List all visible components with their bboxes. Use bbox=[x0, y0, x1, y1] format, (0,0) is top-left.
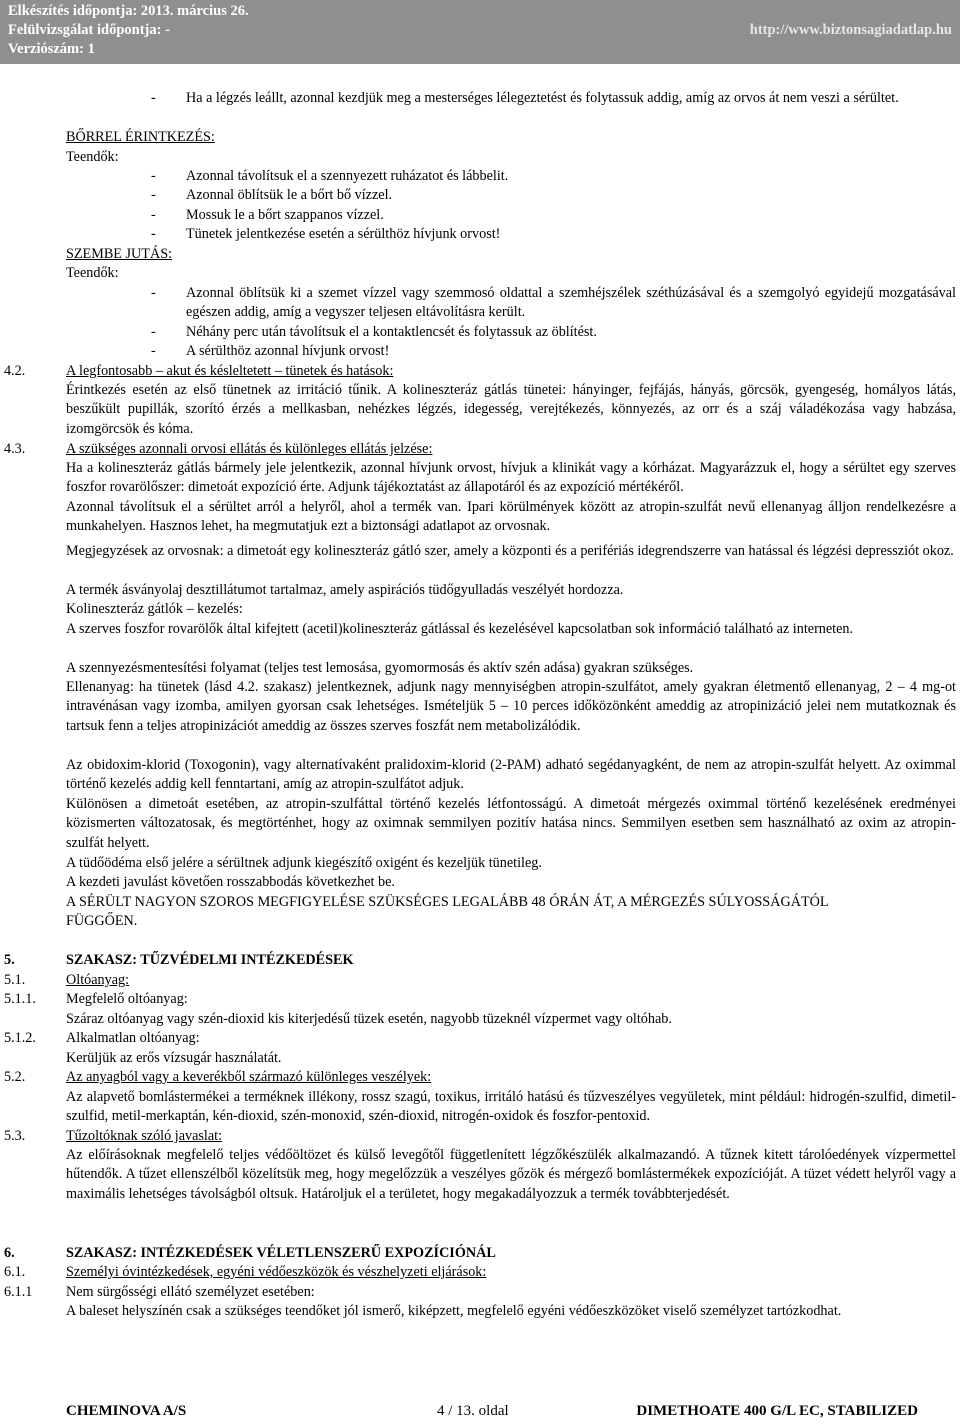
section-6-1-1-text: A baleset helyszínén csak a szükséges teendőket jól ismerő, kiképzett, megfelelő egyéni védőeszközöket viselő személyzet tartózkodhat. bbox=[66, 1303, 842, 1319]
medical-paragraph-7: A szennyezésmentesítési folyamat (teljes test lemosása, gyomormosás és aktív szén adása) gyakran szükséges. bbox=[66, 660, 694, 676]
section-number: 6.1. bbox=[4, 1264, 26, 1280]
section-4-2-title: A legfontosabb – akut és késleltetett – tünetek és hatások: bbox=[66, 363, 394, 379]
medical-paragraph-1: Ha a kolineszteráz gátlás bármely jele jelentkezik, azonnal hívjunk orvost, hívjuk a klinikát vagy a kórházat. Magyarázzuk el, hogy a sérültet egy szerves foszfor rovarölőszer: dimetoát expozíció érte. Adjunk tájékoztatást az állapotáról és az expozíció mértékéről. bbox=[66, 460, 956, 496]
medical-paragraph-3: Megjegyzések az orvosnak: a dimetoát egy kolineszteráz gátló szer, amely a központi és a perifériás idegrendszerre van hatással és légzési depressziót okoz. bbox=[66, 543, 954, 559]
version-number: Verziószám: 1 bbox=[8, 41, 95, 57]
medical-paragraph-4: A termék ásványolaj desztillátumot tartalmaz, amely aspirációs tüdőgyulladás veszélyét hordozza. bbox=[66, 582, 624, 598]
prepared-date: Elkészítés időpontja: 2013. március 26. bbox=[8, 3, 249, 19]
medical-paragraph-2: Azonnal távolítsuk el a sérültet arról a helyről, ahol a termék van. Ipari körülmények között az atropin-szulfát nevű ellenanyag álljon rendelkezésre a munkahelyen. Hasznos lehet, ha megmutatjuk ezt a biztonsági adatlapot az orvosnak. bbox=[66, 499, 956, 535]
section-number: 5.2. bbox=[4, 1069, 26, 1085]
oxime-paragraph: Az obidoxim-klorid (Toxogonin), vagy alternatívaként pralidoxim-klorid (2-PAM) adható segédanyagként, de nem az atropin-szulfát helyett. Az oximmal történő kezelés addig kell fenntartani, amíg az atropin-szulfátot adjuk. bbox=[66, 757, 956, 793]
skin-step-4: Tünetek jelentkezése esetén a sérülthöz hívjunk orvost! bbox=[186, 226, 501, 242]
section-6-title: SZAKASZ: INTÉZKEDÉSEK VÉLETLENSZERŰ EXPOZÍCIÓNÁL bbox=[66, 1245, 496, 1261]
section-number: 5.1. bbox=[4, 972, 26, 988]
section-5-3-title: Tűzoltóknak szóló javaslat: bbox=[66, 1128, 223, 1144]
breathing-instruction: Ha a légzés leállt, azonnal kezdjük meg a mesterséges lélegeztetést és folytassuk addig, amíg az orvos át nem veszi a sérültet. bbox=[186, 90, 899, 106]
section-number: 6. bbox=[4, 1245, 15, 1261]
skin-step-3: Mossuk le a bőrt szappanos vízzel. bbox=[186, 207, 384, 223]
footer-company: CHEMINOVA A/S bbox=[66, 1403, 187, 1419]
medical-paragraph-5: Kolineszteráz gátlók – kezelés: bbox=[66, 601, 243, 617]
skin-step-2: Azonnal öblítsük le a bőrt bő vízzel. bbox=[186, 187, 393, 203]
dash-marker: - bbox=[151, 207, 156, 223]
section-5-1-2-text: Kerüljük az erős vízsugár használatát. bbox=[66, 1050, 282, 1066]
todo-label: Teendők: bbox=[66, 265, 119, 281]
section-6-1-title: Személyi óvintézkedések, egyéni védőeszközök és vészhelyzeti eljárások: bbox=[66, 1264, 487, 1280]
symptoms-text: Érintkezés esetén az első tünetnek az irritáció tűnik. A kolineszteráz gátlás tünetei: hányinger, fejfájás, hányás, görcsök, gyengeség, homályos látás, beszűkült pupillák, szorító érzés a mellkasban, nehézkes légzés, idegesség, verejtékezés, könnyezés, az orr és a száj váladékozása vagy habzása, izomgörcsök és kóma. bbox=[66, 382, 956, 437]
section-5-2-text: Az alapvető bomlástermékei a terméknek illékony, rossz szagú, toxikus, irritáló hatású és tűzveszélyes vegyületek, mint például: hidrogén-szulfid, dimetil-szulfid, metil-merkaptán, kén-dioxid, szén-monoxid, szén-dioxid, nitrogén-oxidok és foszfor-pentoxid. bbox=[66, 1089, 956, 1125]
dash-marker: - bbox=[151, 324, 156, 340]
page-header bbox=[0, 0, 960, 64]
dash-marker: - bbox=[151, 343, 156, 359]
section-5-1-2-title: Alkalmatlan oltóanyag: bbox=[66, 1030, 200, 1046]
section-5-1-title: Oltóanyag: bbox=[66, 972, 130, 988]
page-number: 4 / 13. oldal bbox=[437, 1403, 509, 1419]
dash-marker: - bbox=[151, 90, 156, 106]
section-5-1-1-title: Megfelelő oltóanyag: bbox=[66, 991, 188, 1007]
dash-marker: - bbox=[151, 168, 156, 184]
section-number: 6.1.1 bbox=[4, 1284, 33, 1300]
dimethoate-paragraph: Különösen a dimetoát esetében, az atropin-szulfáttal történő kezelés létfontosságú. A dimetoát mérgezés oximmal történő kezelésének eredményei közismerten változatosak, és megtörténhet, hogy az oximnak semmilyen pozitív hatása nincs. Semmilyen esetben sem használható az oxim az atropin-szulfát helyett. bbox=[66, 796, 956, 851]
section-5-title: SZAKASZ: TŰZVÉDELMI INTÉZKEDÉSEK bbox=[66, 952, 354, 968]
eye-contact-heading: SZEMBE JUTÁS: bbox=[66, 246, 173, 262]
medical-paragraph-11: A tüdőödéma első jelére a sérültnek adjunk kiegészítő oxigént és kezeljük tünetileg. bbox=[66, 855, 542, 871]
website-link[interactable]: http://www.biztonsagiadatlap.hu bbox=[749, 22, 952, 38]
dash-marker: - bbox=[151, 187, 156, 203]
section-5-3-text: Az előírásoknak megfelelő teljes védőöltözet és külső levegőtől függetlenített légzőkészülék alkalmazandó. A tűznek kitett tárolóedények vízpermettel hűtendők. A tűzet ellenszélből közelítsük meg, hogy megelőzzük a veszélyes gőzök és mérgező bomlástermékek expozícióját. A tüzet védett helyről vagy a maximális lehetséges távolságból oltsuk. Határoljuk el a területet, hogy megakadályozzuk a termék továbbterjedését. bbox=[66, 1147, 956, 1202]
dash-marker: - bbox=[151, 226, 156, 242]
antidote-paragraph: Ellenanyag: ha tünetek (lásd 4.2. szakasz) jelentkeznek, adjunk nagy mennyiségben atropin-szulfátot, amely gyakran életmentő ellenanyag, 2 – 4 mg-ot intravénásan vagy izomba, amilyen gyorsan csak lehetséges. Ismételjük 5 – 10 perces időközönként ameddig az atropinizáció jelei nem mutatkoznak és tartsuk fenn a teljes atropinizációt ameddig az összes szerves foszfát nem metabolizálódik. bbox=[66, 679, 956, 734]
todo-label: Teendők: bbox=[66, 149, 119, 165]
revision-date: Felülvizsgálat időpontja: - bbox=[8, 22, 170, 38]
section-number: 5.1.2. bbox=[4, 1030, 36, 1046]
observation-warning: A SÉRÜLT NAGYON SZOROS MEGFIGYELÉSE SZÜKSÉGES LEGALÁBB 48 ÓRÁN ÁT, A MÉRGEZÉS SÚLYOSSÁGÁTÓL FÜGGŐEN. bbox=[66, 894, 828, 930]
section-number: 4.2. bbox=[4, 363, 26, 379]
eye-step-2: Néhány perc után távolítsuk el a kontaktlencsét és folytassuk az öblítést. bbox=[186, 324, 597, 340]
section-number: 5. bbox=[4, 952, 15, 968]
section-5-1-1-text: Száraz oltóanyag vagy szén-dioxid kis kiterjedésű tüzek esetén, nagyobb tüzeknél vízpermet vagy oltóhab. bbox=[66, 1011, 672, 1027]
dash-marker: - bbox=[151, 285, 156, 301]
section-number: 5.3. bbox=[4, 1128, 26, 1144]
skin-contact-heading: BŐRREL ÉRINTKEZÉS: bbox=[66, 129, 215, 145]
eye-step-1: Azonnal öblítsük ki a szemet vízzel vagy szemmosó oldattal a szemhéjszélek széthúzásával és a szemgolyó egyidejű mozgatásával egészen addig, amíg a vegyszer teljesen eltávolításra került. bbox=[186, 285, 956, 321]
medical-paragraph-6: A szerves foszfor rovarölők által kifejtett (acetil)kolineszteráz gátlással és kezelésével kapcsolatban sok információ található az interneten. bbox=[66, 621, 854, 637]
section-4-3-title: A szükséges azonnali orvosi ellátás és különleges ellátás jelzése: bbox=[66, 441, 433, 457]
skin-step-1: Azonnal távolítsuk el a szennyezett ruházatot és lábbelit. bbox=[186, 168, 509, 184]
section-5-2-title: Az anyagból vagy a keverékből származó különleges veszélyek: bbox=[66, 1069, 432, 1085]
eye-step-3: A sérülthöz azonnal hívjunk orvost! bbox=[186, 343, 390, 359]
footer-product: DIMETHOATE 400 G/L EC, STABILIZED bbox=[636, 1403, 918, 1419]
section-number: 5.1.1. bbox=[4, 991, 36, 1007]
section-6-1-1-title: Nem sürgősségi ellátó személyzet esetében: bbox=[66, 1284, 315, 1300]
medical-paragraph-12: A kezdeti javulást követően rosszabbodás következhet be. bbox=[66, 874, 395, 890]
section-number: 4.3. bbox=[4, 441, 26, 457]
